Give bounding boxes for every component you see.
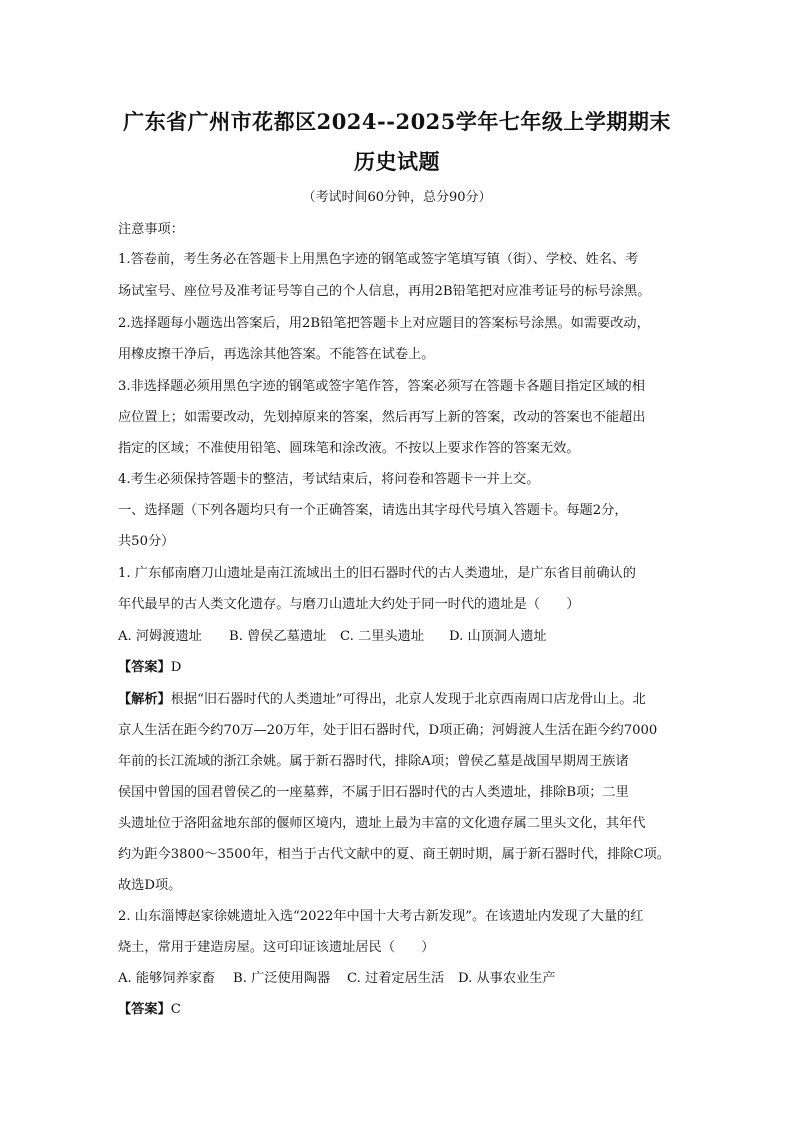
notice-4: 4.考生必须保持答题卡的整洁，考试结束后，将问卷和答题卡一并上交。 bbox=[118, 472, 540, 487]
answer-value: D bbox=[170, 660, 182, 675]
notice-3-line-1: 3.非选择题必须用黑色字迹的钢笔或签字笔作答，答案必须写在答题卡各题目指定区域的相 bbox=[118, 379, 645, 394]
analysis-label: 【解析】 bbox=[118, 692, 171, 707]
option-d: D. 山顶洞人遗址 bbox=[449, 629, 547, 644]
option-c: C. 过着定居生活 bbox=[347, 971, 445, 986]
answer-label: 【答案】 bbox=[118, 1002, 171, 1017]
notice-1-line-2: 场试室号、座位号及准考证号等自己的个人信息，再用2B铅笔把对应准考证号的标号涂黑。 bbox=[118, 284, 651, 299]
option-a: A. 能够饲养家畜 bbox=[118, 971, 216, 986]
notice-3-line-3: 指定的区域；不准使用铅笔、圆珠笔和涂改液。不按以上要求作答的答案无效。 bbox=[118, 441, 580, 456]
section-1-line-2: 共50分） bbox=[118, 534, 175, 549]
title-line-1: 广东省广州市花都区2024--2025学年七年级上学期期末 bbox=[123, 109, 671, 134]
question-1-options bbox=[118, 625, 688, 644]
question-1-analysis-line-2: 京人生活在距今约70万—20万年，处于旧石器时代，D项正确；河姆渡人生活在距今约7000 bbox=[118, 723, 658, 738]
question-2-stem-line-1: 2. 山东淄博赵家徐姚遗址入选“2022年中国十大考古新发现”。在该遗址内发现了大量的红 bbox=[118, 909, 644, 924]
notice-3-line-2: 应位置上；如需要改动，先划掉原来的答案，然后再写上新的答案，改动的答案也不能超出 bbox=[118, 410, 646, 425]
question-1-analysis-line-7: 故选D项。 bbox=[118, 878, 182, 893]
question-2-answer bbox=[118, 998, 688, 1017]
option-b: B. 曾侯乙墓遗址 bbox=[229, 629, 327, 644]
question-1-answer bbox=[118, 656, 688, 675]
answer-label: 【答案】 bbox=[118, 660, 171, 675]
option-a: A. 河姆渡遗址 bbox=[118, 629, 202, 644]
section-1-line-1: 一、选择题（下列各题均只有一个正确答案，请选出其字母代号填入答题卡。每题2分， bbox=[118, 503, 628, 518]
notice-1-line-1: 1.答卷前，考生务必在答题卡上用黑色字迹的钢笔或签字笔填写镇（街）、学校、姓名、考 bbox=[118, 252, 639, 267]
title-line-2: 历史试题 bbox=[354, 149, 440, 174]
notice-2-line-1: 2.选择题每小题选出答案后，用2B铅笔把答题卡上对应题目的答案标号涂黑。如需要改动， bbox=[118, 316, 650, 331]
question-1-analysis-line-3: 年前的长江流域的浙江余姚。属于新石器时代，排除A项；曾侯乙墓是战国早期周王族诸 bbox=[118, 754, 629, 769]
option-c: C. 二里头遗址 bbox=[340, 629, 424, 644]
analysis-text: 根据“旧石器时代的人类遗址”可得出，北京人发现于北京西南周口店龙骨山上。北 bbox=[170, 692, 646, 707]
notice-header: 注意事项： bbox=[118, 222, 184, 237]
notice-2-line-2: 用橡皮擦干净后，再选涂其他答案。不能答在试卷上。 bbox=[118, 347, 435, 362]
question-1-analysis-line-6: 约为距今3800～3500年，相当于古代文献中的夏、商王朝时期，属于新石器时代，排除C项。 bbox=[118, 847, 670, 862]
question-1-analysis-line-5: 头遗址位于洛阳盆地东部的偃师区境内，遗址上最为丰富的文化遗存属二里头文化，其年代 bbox=[118, 816, 646, 831]
exam-info: （考试时间60分钟，总分90分） bbox=[302, 190, 492, 205]
question-2-stem-line-2: 烧土，常用于建造房屋。这可印证该遗址居民（ ） bbox=[118, 940, 435, 955]
question-1-analysis-line-1 bbox=[118, 688, 688, 707]
option-b: B. 广泛使用陶器 bbox=[233, 971, 331, 986]
question-1-analysis-line-4: 侯国中曾国的国君曾侯乙的一座墓葬，不属于旧石器时代的古人类遗址，排除B项；二里 bbox=[118, 785, 629, 800]
question-1-stem-line-2: 年代最早的古人类文化遗存。与磨刀山遗址大约处于同一时代的遗址是（ ） bbox=[118, 597, 580, 612]
question-1-stem-line-1: 1. 广东郁南磨刀山遗址是南江流域出土的旧石器时代的古人类遗址，是广东省目前确认的 bbox=[118, 566, 636, 581]
option-d: D. 从事农业生产 bbox=[458, 971, 556, 986]
question-2-options bbox=[118, 967, 688, 986]
answer-value: C bbox=[170, 1002, 181, 1017]
